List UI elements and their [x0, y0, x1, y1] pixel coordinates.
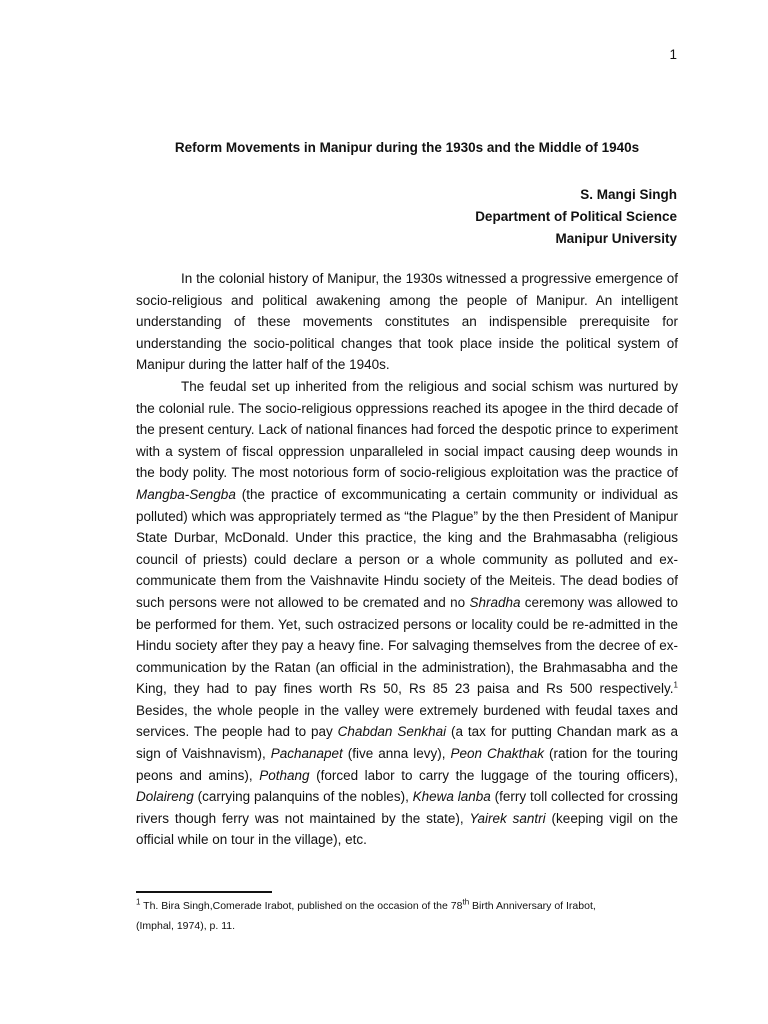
author-name: S. Mangi Singh — [580, 187, 677, 202]
text-run: In the colonial history of Manipur, the 1930s witnessed a progressive emergence of socio-religious and political awakening among the people of Manipur. An intelligent understanding of these movements constitutes an indispensible prerequisite for understanding the socio-political changes that took place inside the political system of Manipur during the latter half of the 1940s. — [136, 271, 678, 373]
italic-term: Khewa lanba — [412, 789, 491, 805]
document-title: Reform Movements in Manipur during the 1930s and the Middle of 1940s — [174, 140, 640, 155]
footnote-line-1 — [136, 896, 678, 916]
footnote-text-end: Birth Anniversary of Irabot, — [469, 900, 596, 912]
text-run: (forced labor to carry the luggage of the touring officers), — [309, 767, 678, 783]
italic-term: Shradha — [469, 594, 521, 610]
italic-term: Mangba-Sengba — [136, 486, 236, 502]
author-department: Department of Political Science — [475, 209, 677, 224]
body-text — [136, 268, 678, 851]
footnote-text-start: Th. Bira Singh,Comerade Irabot, published on the occasion of the 78 — [140, 900, 463, 912]
italic-term: Yairek santri — [469, 810, 546, 826]
italic-term: Pachanapet — [270, 746, 343, 762]
text-run: (keeping vigil on the official while on tour in the village), etc. — [136, 810, 679, 848]
text-run: Besides, the whole people in the valley were extremely burdened with feudal taxes and services. The people had to pay — [136, 702, 678, 740]
footnote-ordinal: th — [462, 897, 470, 907]
author-university: Manipur University — [555, 231, 677, 246]
footnote-marker: 1 — [136, 897, 141, 907]
text-run: The feudal set up inherited from the religious and social schism was nurtured by the colonial rule. The socio-religious oppressions reached its apogee in the third decade of the present century. Lack of national finances had forced the despotic prince to experiment with a system of fiscal oppression unparalleled in social impact causing deep wounds in the body polity. The most notorious form of socio-religious exploitation was the practice of — [136, 378, 678, 481]
text-run: (a tax for putting Chandan mark as a sign of Vaishnavism), — [136, 724, 678, 762]
italic-term: Dolaireng — [136, 789, 194, 805]
body-paragraph — [136, 376, 678, 851]
footnote — [136, 896, 678, 936]
text-run: ceremony was allowed to be performed for them. Yet, such ostracized persons or locality could be re-admitted in the Hindu society after they pay a heavy fine. For salvaging themselves from the decree of ex-communication by the Ratan (an official in the administration), the Brahmasabha and the King, they had to pay fines worth Rs 50, Rs 85 23 paisa and Rs 500 respectively. — [136, 594, 678, 697]
footnote-reference: 1 — [673, 680, 678, 690]
italic-term: Chabdan Senkhai — [337, 724, 447, 740]
text-run: (carrying palanquins of the nobles), — [193, 789, 413, 805]
text-run: (ferry toll collected for crossing rivers though ferry was not maintained by the state), — [136, 789, 679, 826]
text-run: (the practice of excommunicating a certain community or individual as polluted) which was appropriately termed as “the Plague” by the then President of Manipur State Durbar, McDonald. Under this practice, the king and the Brahmasabha (religious council of priests) could declare a person or a whole community as polluted and ex-communicate them from the Vaishnavite Hindu society of the Meiteis. The dead bodies of such persons were not allowed to be cremated and no — [136, 486, 678, 610]
body-paragraph — [136, 268, 678, 376]
author-block — [475, 184, 677, 250]
footnote-line-2: (Imphal, 1974), p. 11. — [136, 920, 236, 932]
italic-term: Peon Chakthak — [450, 746, 545, 762]
footnote-separator — [136, 891, 272, 893]
text-run: (five anna levy), — [342, 746, 451, 762]
page-number: 1 — [669, 47, 677, 62]
text-run: (ration for the touring peons and amins), — [136, 746, 679, 783]
italic-term: Pothang — [259, 767, 310, 783]
